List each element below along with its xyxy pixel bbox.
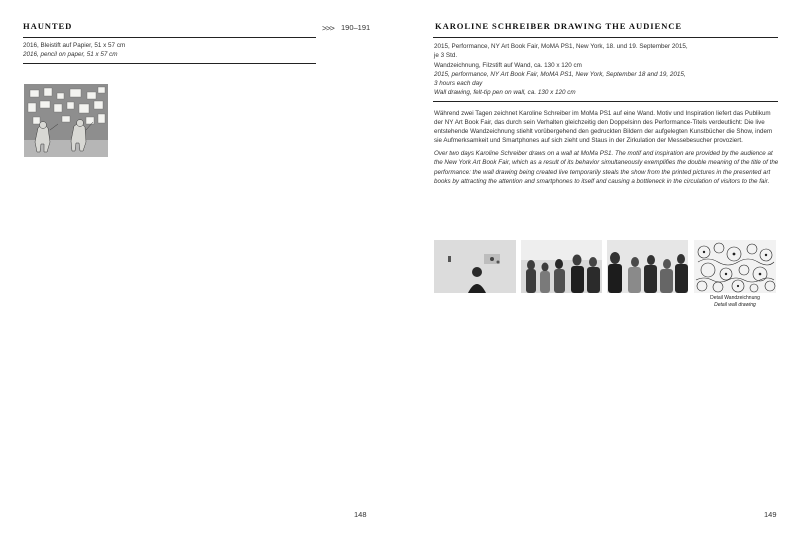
right-meta-german-line1: 2015, Performance, NY Art Book Fair, MoMA PS1, New York, 18. und 19. September 2015, [434, 43, 688, 50]
right-meta-rule [433, 101, 778, 102]
right-title-rule [433, 37, 778, 38]
haunted-artwork-image [24, 84, 108, 157]
reference-pages: 190–191 [341, 23, 371, 32]
left-meta-german: 2016, Bleistift auf Papier, 51 x 57 cm [23, 42, 126, 49]
caption-english: Detail wall drawing [714, 301, 756, 308]
right-meta-german-line2: je 3 Std. [434, 52, 458, 60]
right-page-number: 149 [764, 510, 777, 519]
body-german: Während zwei Tagen zeichnet Karoline Schreiber im MoMa PS1 auf eine Wand. Motiv und Inspiration liefert das Publikum der NY Art Book Fair, das durch sein Verhalten gleichzeitig den Doppelsinn des Performance-Titels verdeutlicht: Die live entstehende Wandzeichnung stiehlt vorübergehend den gedruckten Bildern der aufgelegten Kunstbücher die Show, indem sie Aufmerksamkeit und Smartphones auf sich zieht und Staus in der Zirkulation der Messebesucher provoziert. [434, 110, 773, 145]
right-body [434, 109, 779, 190]
wall-drawing-detail-image [694, 240, 776, 293]
reference-arrows-icon: >>> [322, 23, 334, 33]
left-page-title: HAUNTED [23, 21, 73, 31]
caption-german: Detail Wandzeichnung [710, 295, 760, 301]
right-meta-english-line2: 3 hours each day [434, 80, 483, 88]
left-title-rule [23, 37, 316, 38]
left-meta [23, 41, 125, 60]
body-english: Over two days Karoline Schreiber draws on a wall at MoMa PS1. The motif and inspiration are provided by the audience at the New York Art Book Fair, which as a result of its behavior simultaneously exemplifies the double meaning of the title of the performance: the wall drawing being created live temporarily steals the show from the printed pictures in the presented art books by attracting the attention and smartphones to itself and causing a bottleneck in the circulation of visitors to the fair. [434, 150, 779, 185]
performance-photo-2 [521, 240, 602, 293]
right-meta-english-line1: 2015, performance, NY Art Book Fair, MoMA PS1, New York, September 18 and 19, 2015, [434, 70, 686, 78]
right-meta [434, 42, 688, 98]
detail-caption [694, 295, 776, 308]
left-meta-english: 2016, pencil on paper, 51 x 57 cm [23, 51, 118, 59]
right-meta-english-line3: Wall drawing, felt-tip pen on wall, ca. 130 x 120 cm [434, 89, 576, 97]
left-meta-rule [23, 63, 316, 64]
performance-photo-3 [607, 240, 688, 293]
performance-photo-1 [434, 240, 516, 293]
left-page-number: 148 [354, 510, 367, 519]
right-meta-german-line3: Wandzeichnung, Filzstift auf Wand, ca. 130 x 120 cm [434, 61, 582, 69]
right-page-title: KAROLINE SCHREIBER DRAWING THE AUDIENCE [435, 21, 682, 31]
